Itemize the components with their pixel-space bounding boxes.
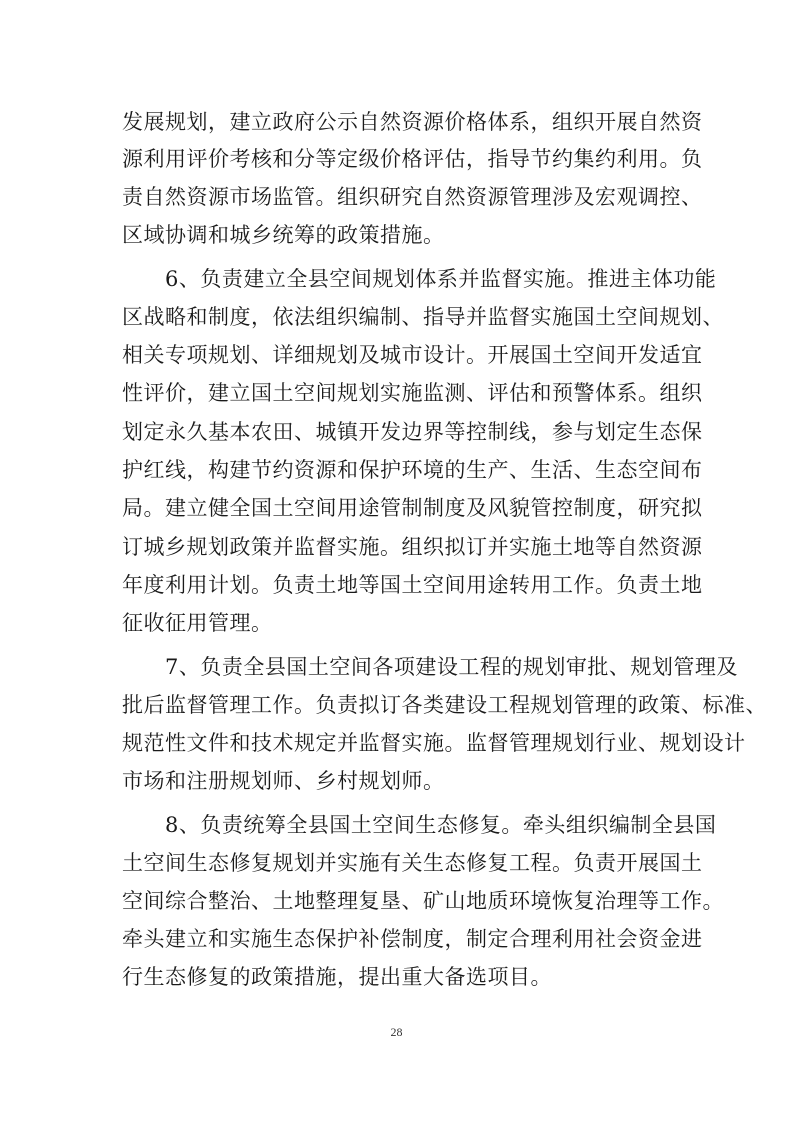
text-line: 发展规划，建立政府公示自然资源价格体系，组织开展自然资 xyxy=(122,110,703,134)
text-line: 订城乡规划政策并监督实施。组织拟订并实施土地等自然资源 xyxy=(122,535,703,559)
text-line: 护红线，构建节约资源和保护环境的生产、生活、生态空间布 xyxy=(122,458,703,482)
text-line: 牵头建立和实施生态保护补偿制度，制定合理利用社会资金进 xyxy=(122,927,703,951)
text-line: 土空间生态修复规划并实施有关生态修复工程。负责开展国土 xyxy=(122,851,703,875)
text-line: 区域协调和城乡统筹的政策措施。 xyxy=(122,223,445,247)
text-line: 7、负责全县国土空间各项建设工程的规划审批、规划管理及 xyxy=(122,655,738,679)
text-line: 性评价，建立国土空间规划实施监测、评估和预警体系。组织 xyxy=(122,381,703,405)
text-line: 区战略和制度，依法组织编制、指导并监督实施国土空间规划、 xyxy=(122,305,724,329)
text-line: 8、负责统筹全县国土空间生态修复。牵头组织编制全县国 xyxy=(122,813,717,837)
text-line: 征收征用管理。 xyxy=(122,611,273,635)
text-line: 源利用评价考核和分等定级价格评估，指导节约集约利用。负 xyxy=(122,147,703,171)
text-line: 批后监督管理工作。负责拟订各类建设工程规划管理的政策、标准、 xyxy=(122,693,767,717)
text-line: 6、负责建立全县空间规划体系并监督实施。推进主体功能 xyxy=(122,267,717,291)
text-line: 空间综合整治、土地整理复垦、矿山地质环境恢复治理等工作。 xyxy=(122,889,724,913)
text-line: 相关专项规划、详细规划及城市设计。开展国土空间开发适宜 xyxy=(122,343,703,367)
text-line: 规范性文件和技术规定并监督实施。监督管理规划行业、规划设计 xyxy=(122,731,746,755)
text-line: 市场和注册规划师、乡村规划师。 xyxy=(122,769,445,793)
text-line: 责自然资源市场监管。组织研究自然资源管理涉及宏观调控、 xyxy=(122,185,703,209)
text-line: 行生态修复的政策措施，提出重大备选项目。 xyxy=(122,965,552,989)
text-line: 局。建立健全国土空间用途管制制度及风貌管控制度，研究拟 xyxy=(122,496,703,520)
text-line: 划定永久基本农田、城镇开发边界等控制线，参与划定生态保 xyxy=(122,420,703,444)
page-number: 28 xyxy=(390,1025,403,1039)
text-line: 年度利用计划。负责土地等国土空间用途转用工作。负责土地 xyxy=(122,573,703,597)
